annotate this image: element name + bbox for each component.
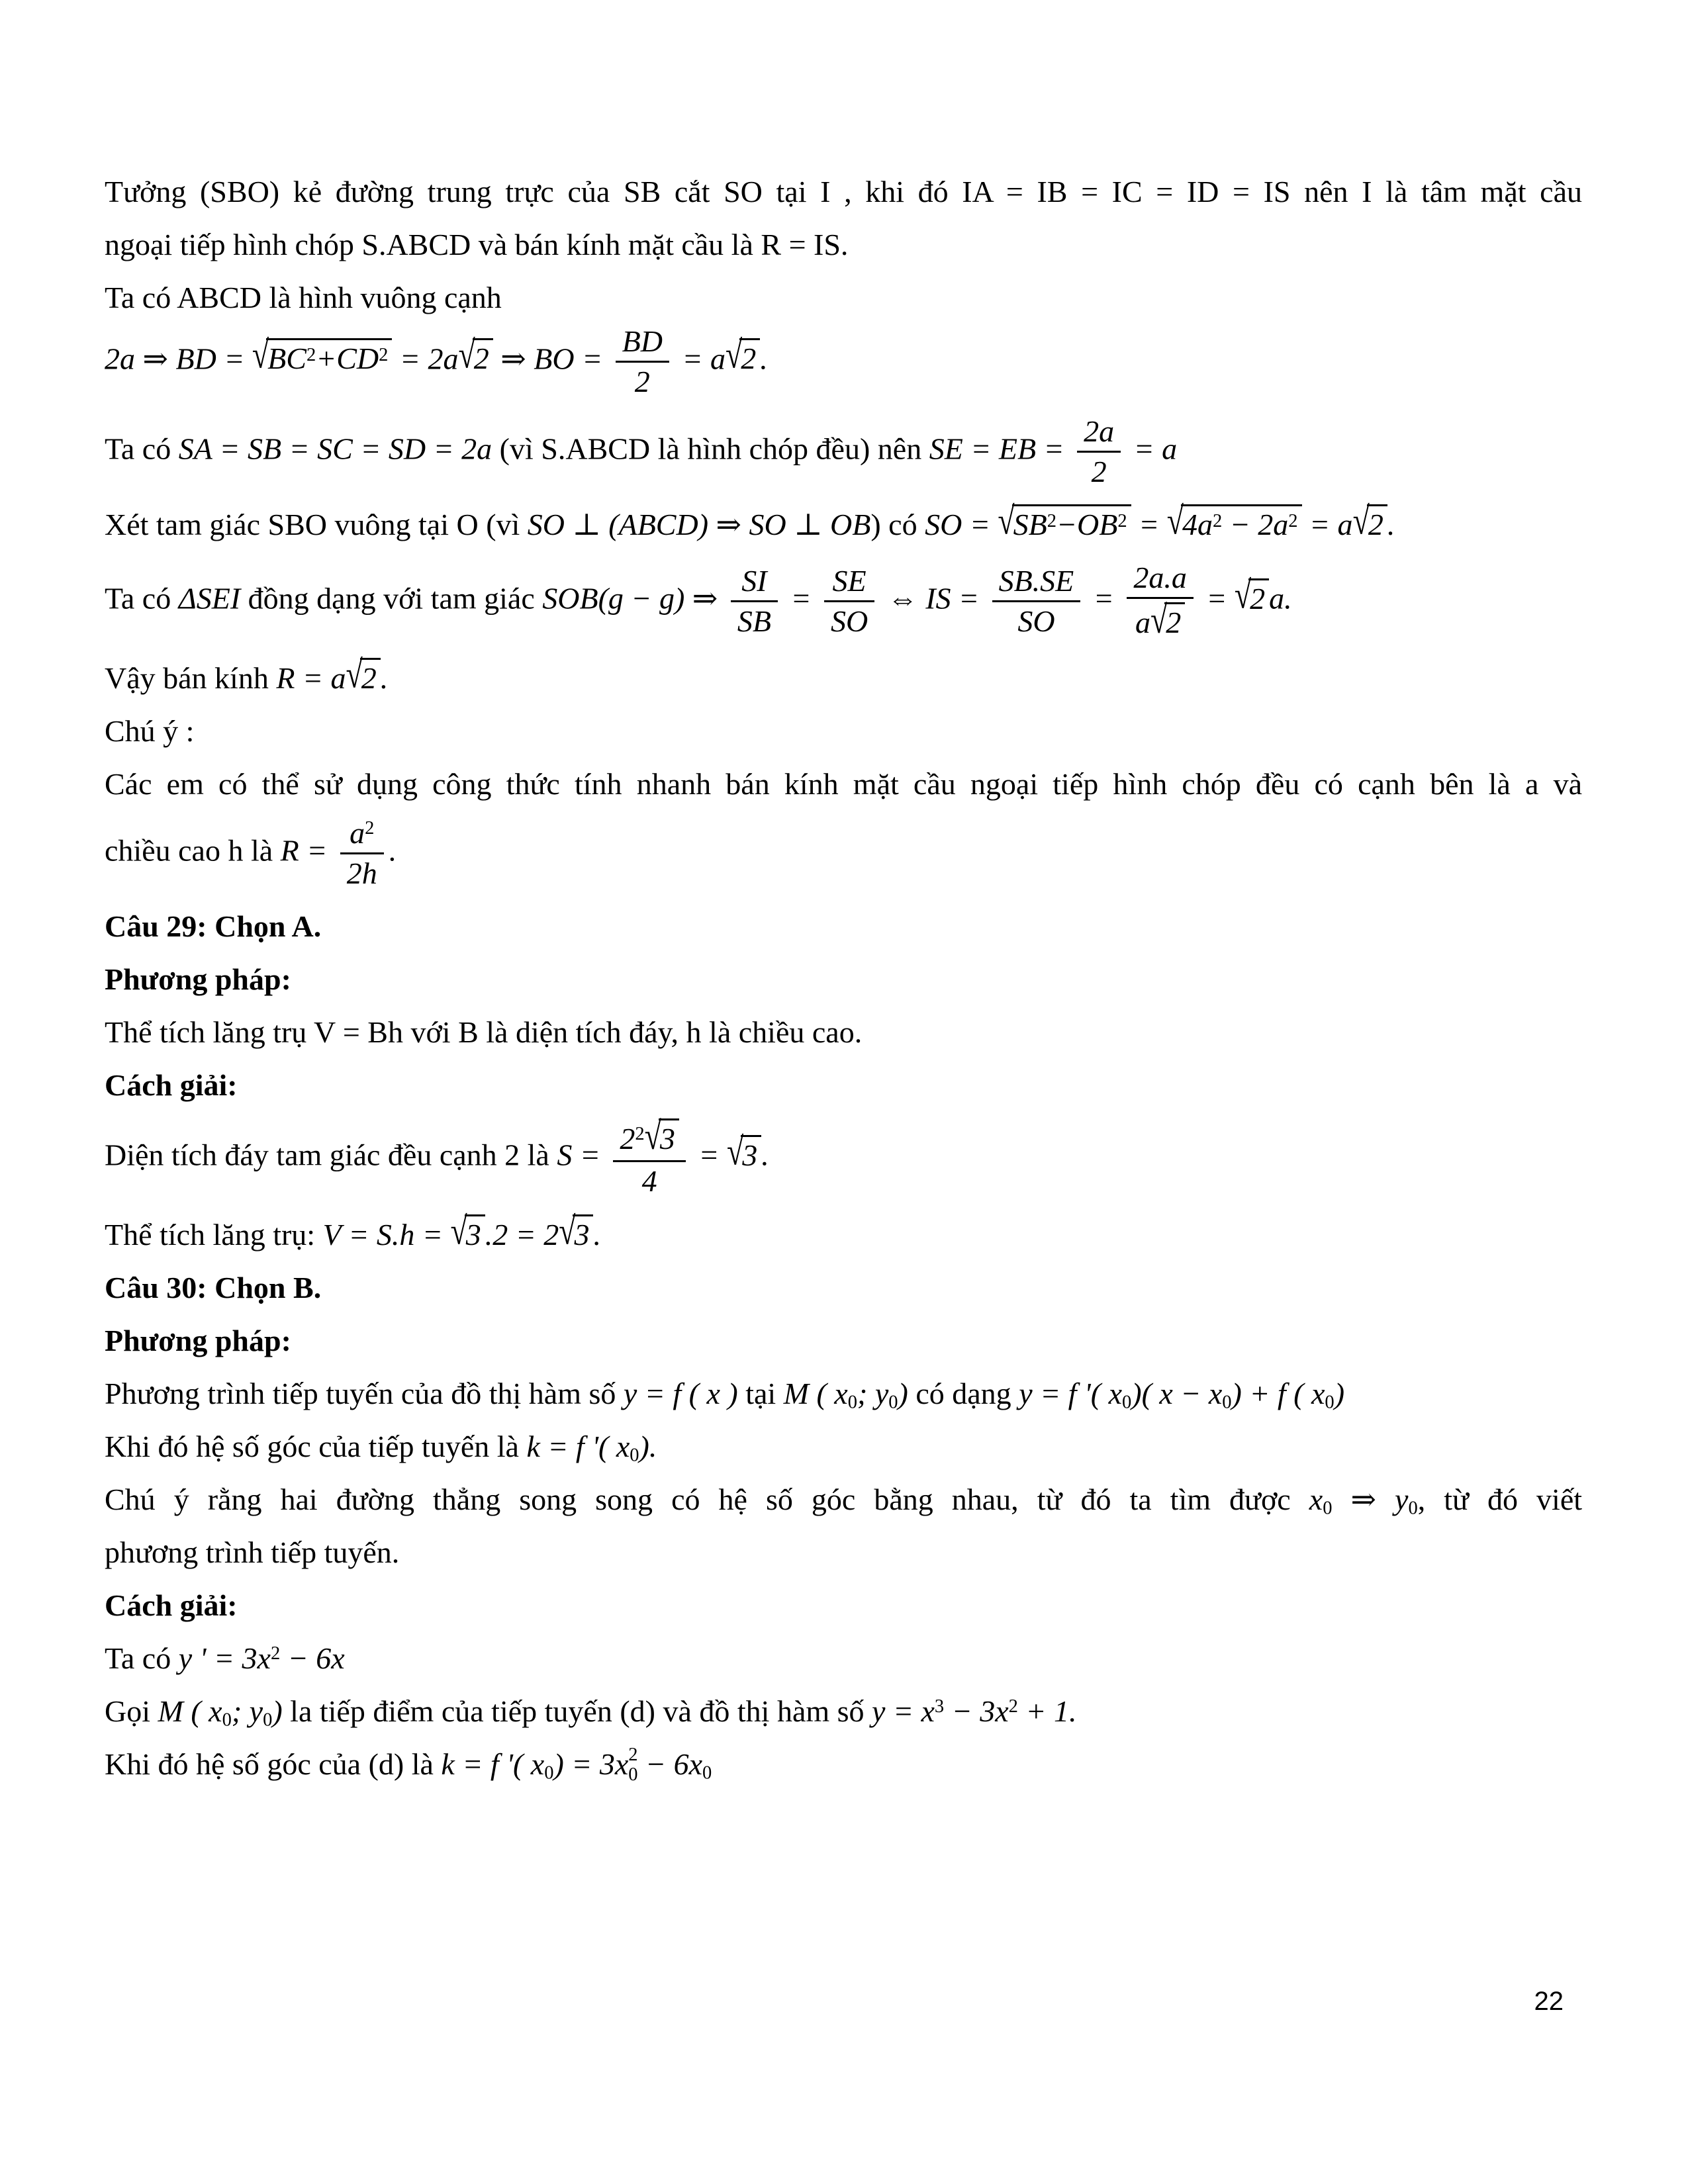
math-run: x <box>1309 1482 1323 1516</box>
superscript: 2 <box>635 1124 645 1145</box>
radical <box>1166 499 1302 546</box>
line-sphere-center-2 <box>105 224 1582 266</box>
line-note-label <box>105 710 1582 752</box>
math-run: = a <box>682 341 726 376</box>
math-run: ⇔ IS = <box>887 581 980 615</box>
line-parallel-note-2 <box>105 1531 1582 1574</box>
fraction-numerator <box>340 816 384 854</box>
fraction-numerator: BD <box>616 324 669 363</box>
math-run: − 6x <box>287 1641 345 1675</box>
radical-sign: √ <box>559 1208 576 1253</box>
fraction-denominator: SO <box>1017 604 1055 639</box>
text-run: Chú ý rằng hai đường thẳng song song có hệ số góc bằng nhau, từ đó ta tìm được <box>105 1482 1291 1516</box>
subscript: 0 <box>1222 1392 1232 1413</box>
heading-text: Câu 29: Chọn A. <box>105 909 322 944</box>
heading-text: Cách giải: <box>105 1068 238 1103</box>
math-run: y ' = 3x <box>178 1641 271 1675</box>
math-run: ) <box>272 1694 283 1728</box>
line-slope-d <box>105 1743 1582 1786</box>
math-run: OB <box>1077 508 1118 542</box>
radicand: 2 <box>739 338 760 377</box>
fraction <box>992 564 1081 639</box>
text-run: la tiếp điểm của tiếp tuyến (d) và đồ thị hàm số <box>290 1694 865 1728</box>
fraction-numerator: SB.SE <box>992 564 1081 602</box>
page-number: 22 <box>1534 1987 1564 2016</box>
radical <box>450 1208 485 1256</box>
fraction-numerator: 2a <box>1077 414 1121 453</box>
math-run: y = f ( x ) <box>623 1376 738 1410</box>
subscript: 0 <box>263 1709 273 1731</box>
math-run: 2a ⇒ BD = <box>105 341 245 376</box>
math-run: ; y <box>857 1376 889 1410</box>
math-run: = 2a <box>399 341 459 376</box>
superscript: 2 <box>306 345 316 366</box>
line-tangent-point <box>105 1690 1582 1733</box>
text-run: phương trình tiếp tuyến. <box>105 1535 400 1569</box>
superscript: 2 <box>270 1643 281 1664</box>
fraction-denominator <box>1127 599 1194 642</box>
math-run: y = x <box>872 1694 935 1728</box>
text-run: , từ đó viết <box>1417 1482 1583 1516</box>
superscript: 2 <box>1117 511 1127 532</box>
formula-bd-bo <box>105 324 1582 400</box>
radical <box>458 333 492 380</box>
text-run: ngoại tiếp hình chóp S.ABCD và bán kính mặt cầu là R = IS. <box>105 228 849 261</box>
subscript: 0 <box>1408 1498 1418 1519</box>
line-quick-formula-1 <box>105 763 1582 805</box>
fraction <box>1127 561 1194 642</box>
math-run: . <box>389 833 397 868</box>
heading-phuong-phap-30 <box>105 1320 1582 1362</box>
line-prism-volume-method <box>105 1011 1582 1054</box>
math-run: SOB(g − g) ⇒ <box>542 581 718 615</box>
subscript: 0 <box>628 1764 638 1785</box>
line-similar-triangles <box>105 561 1582 642</box>
math-run: SO ⊥ (ABCD) ⇒ SO ⊥ OB <box>527 508 871 542</box>
math-run: ⇒ y <box>1350 1482 1409 1516</box>
text-run: Gọi <box>105 1694 150 1728</box>
fraction-numerator: 2a.a <box>1127 561 1194 599</box>
radicand: 2 <box>360 658 381 696</box>
math-run: − <box>1229 508 1250 542</box>
radical-sign: √ <box>1352 499 1370 543</box>
heading-cach-giai-30 <box>105 1584 1582 1627</box>
text-run: Diện tích đáy tam giác đều cạnh 2 là <box>105 1138 549 1172</box>
text-run: (vì S.ABCD là hình chóp đều) nên <box>499 431 922 465</box>
math-run: = <box>698 1138 720 1172</box>
text-run: Tưởng (SBO) kẻ đường trung trực của SB cắt SO tại I , khi đó IA = IB = IC = ID = IS nên I là tâm mặt cầu <box>105 175 1582 208</box>
superscript: 2 <box>379 345 389 366</box>
fraction <box>613 1114 686 1199</box>
math-run: k = f '( x <box>526 1429 630 1463</box>
radical-sign: √ <box>450 1208 467 1253</box>
radicand <box>266 338 392 377</box>
math-run: SE = EB = <box>929 431 1064 465</box>
math-run: . <box>760 341 768 376</box>
radicand: 2 <box>1248 578 1269 617</box>
math-run: ) = 3x <box>553 1747 629 1781</box>
text-run: Ta có <box>105 581 171 615</box>
math-run: − 6x <box>645 1747 702 1781</box>
radicand <box>1012 504 1131 543</box>
radical-sign: √ <box>644 1114 661 1158</box>
fraction-denominator: SO <box>830 604 868 639</box>
superscript: 2 <box>628 1744 638 1765</box>
math-run: ) <box>1334 1376 1345 1410</box>
line-sa-sb-sc-sd <box>105 414 1582 490</box>
fraction-numerator: SI <box>731 564 778 602</box>
text-run: Ta có <box>105 431 171 465</box>
fraction <box>1077 414 1121 490</box>
heading-cau-29 <box>105 905 1582 948</box>
text-run: Ta có <box>105 1641 171 1675</box>
math-run: = <box>1206 581 1227 615</box>
subscript: 0 <box>1122 1392 1132 1413</box>
radical-sign: √ <box>458 333 475 377</box>
math-run: ). <box>639 1429 657 1463</box>
math-run: S = <box>557 1138 600 1172</box>
math-run: = a <box>1133 431 1178 465</box>
radicand: 3 <box>465 1214 485 1253</box>
radicand: 3 <box>573 1214 593 1253</box>
math-run: .2 = 2 <box>485 1217 559 1251</box>
superscript: 2 <box>365 817 375 839</box>
math-run: y = f '( x <box>1019 1376 1122 1410</box>
radical-sign: √ <box>998 499 1015 543</box>
radical <box>346 652 380 700</box>
math-run: R = <box>280 833 328 868</box>
fraction <box>824 564 874 639</box>
math-run: )( x − x <box>1131 1376 1223 1410</box>
line-parallel-note-1 <box>105 1479 1582 1521</box>
subscript: 0 <box>1323 1498 1333 1519</box>
math-run: ; y <box>231 1694 263 1728</box>
line-sbo-right-triangle <box>105 499 1582 546</box>
math-run: M ( x <box>783 1376 848 1410</box>
radical <box>1150 598 1185 642</box>
superscript: 2 <box>1212 511 1223 532</box>
radical <box>1352 499 1387 546</box>
radical-sign: √ <box>252 333 269 377</box>
document-content <box>105 171 1582 1796</box>
math-run: ) + f ( x <box>1231 1376 1325 1410</box>
radicand: 2 <box>473 338 493 377</box>
radicand <box>1181 504 1302 543</box>
radical <box>726 1129 761 1177</box>
radical-sign: √ <box>726 333 743 377</box>
math-run: BC <box>267 341 306 376</box>
math-run: 4a <box>1182 508 1213 542</box>
heading-text: Cách giải: <box>105 1588 238 1622</box>
text-run: Thể tích lăng trụ V = Bh với B là diện tích đáy, h là chiều cao. <box>105 1015 863 1050</box>
fraction <box>731 564 778 639</box>
radical-sign: √ <box>1234 572 1252 616</box>
math-run: M ( x <box>158 1694 222 1728</box>
text-run: tại <box>745 1376 776 1410</box>
radical-sign: √ <box>726 1129 744 1173</box>
math-run: + <box>316 341 337 376</box>
math-run: CD <box>336 341 379 376</box>
text-run: Khi đó hệ số góc của (d) là <box>105 1747 434 1781</box>
fraction-denominator: SB <box>737 604 771 639</box>
math-run: − 3x <box>951 1694 1009 1728</box>
line-triangle-area <box>105 1114 1582 1199</box>
math-run: = <box>790 581 812 615</box>
text-run: chiều cao h là <box>105 833 273 868</box>
heading-text: Phương pháp: <box>105 962 291 997</box>
math-run: a <box>1135 606 1150 640</box>
line-tangent-equation <box>105 1373 1582 1415</box>
radical-sign: √ <box>1150 598 1168 642</box>
fraction-denominator: 4 <box>641 1164 657 1199</box>
heading-cau-30 <box>105 1267 1582 1309</box>
heading-text: Phương pháp: <box>105 1323 291 1357</box>
superscript: 2 <box>1288 511 1298 532</box>
text-run: có dạng <box>915 1376 1011 1410</box>
line-quick-formula-2 <box>105 816 1582 891</box>
line-abcd-square <box>105 277 1582 319</box>
superscript: 2 <box>1047 511 1056 532</box>
text-run: Chú ý : <box>105 713 195 748</box>
math-run: = a <box>1309 508 1353 542</box>
text-run: Ta có ABCD là hình vuông cạnh <box>105 281 502 314</box>
heading-cach-giai-29 <box>105 1064 1582 1107</box>
text-run: Các em có thể sử dụng công thức tính nhanh bán kính mặt cầu ngoại tiếp hình chóp đều có cạnh bên là a và <box>105 766 1582 801</box>
subscript: 0 <box>888 1392 898 1413</box>
superscript: 2 <box>1008 1696 1018 1717</box>
fraction-denominator: 2h <box>346 856 377 890</box>
fraction-numerator: SE <box>824 564 874 602</box>
math-run: . <box>380 660 389 695</box>
fraction <box>616 324 669 400</box>
fraction-numerator <box>613 1114 686 1162</box>
math-run: SA = SB = SC = SD = 2a <box>178 431 492 465</box>
radical-sign: √ <box>346 652 363 696</box>
math-run: k = f '( x <box>441 1747 545 1781</box>
radical <box>1234 572 1269 620</box>
line-sphere-center-1 <box>105 171 1582 213</box>
math-run: R = a <box>276 660 346 695</box>
text-run: ) có <box>870 508 917 542</box>
text-run: Khi đó hệ số góc của tiếp tuyến là <box>105 1429 519 1463</box>
math-run: 2 <box>620 1122 635 1156</box>
math-run: − <box>1056 508 1078 542</box>
radical-sign: √ <box>1166 499 1184 543</box>
heading-phuong-phap-29 <box>105 958 1582 1001</box>
text-run: Phương trình tiếp tuyến của đồ thị hàm số <box>105 1376 616 1410</box>
math-run: . <box>761 1138 769 1172</box>
superscript: 3 <box>934 1696 945 1717</box>
math-run: = <box>1139 508 1160 542</box>
sup-sub-stack <box>628 1745 637 1785</box>
text-run: Xét tam giác SBO vuông tại O (vì <box>105 508 520 542</box>
subscript: 0 <box>222 1709 232 1731</box>
subscript: 0 <box>630 1445 639 1466</box>
radicand: 2 <box>1367 504 1387 543</box>
fraction <box>340 816 384 891</box>
math-run: . <box>1387 508 1395 542</box>
radical <box>559 1208 593 1256</box>
subscript: 0 <box>847 1392 857 1413</box>
subscript: 0 <box>1325 1392 1335 1413</box>
radical <box>998 499 1131 546</box>
math-run: SO = <box>925 508 990 542</box>
radicand: 3 <box>741 1135 761 1173</box>
math-run: a. <box>1269 581 1292 615</box>
heading-text: Câu 30: Chọn B. <box>105 1270 322 1304</box>
text-run: Vậy bán kính <box>105 660 269 695</box>
line-radius-result <box>105 652 1582 700</box>
subscript: 0 <box>544 1762 554 1784</box>
fraction-denominator: 2 <box>1091 454 1107 488</box>
math-run: + 1. <box>1025 1694 1077 1728</box>
math-run: V = S.h = <box>322 1217 443 1251</box>
line-tangent-slope <box>105 1426 1582 1468</box>
math-run: ⇒ BO = <box>500 341 603 376</box>
math-run: ) <box>898 1376 908 1410</box>
math-run: SB <box>1013 508 1047 542</box>
math-run: . <box>593 1217 601 1251</box>
radical <box>644 1114 679 1158</box>
math-run: a <box>350 815 365 850</box>
radical <box>726 333 760 380</box>
math-run: = <box>1093 581 1114 615</box>
fraction-denominator: 2 <box>634 365 650 399</box>
line-prism-volume-result <box>105 1208 1582 1256</box>
radicand: 2 <box>1164 602 1185 641</box>
subscript: 0 <box>702 1762 712 1784</box>
line-derivative <box>105 1637 1582 1680</box>
math-run: 2a <box>1258 508 1289 542</box>
math-run: ΔSEI <box>178 581 241 615</box>
radicand: 3 <box>659 1118 679 1157</box>
text-run: Thể tích lăng trụ: <box>105 1217 316 1251</box>
text-run: đồng dạng với tam giác <box>248 581 535 615</box>
radical <box>252 333 393 380</box>
